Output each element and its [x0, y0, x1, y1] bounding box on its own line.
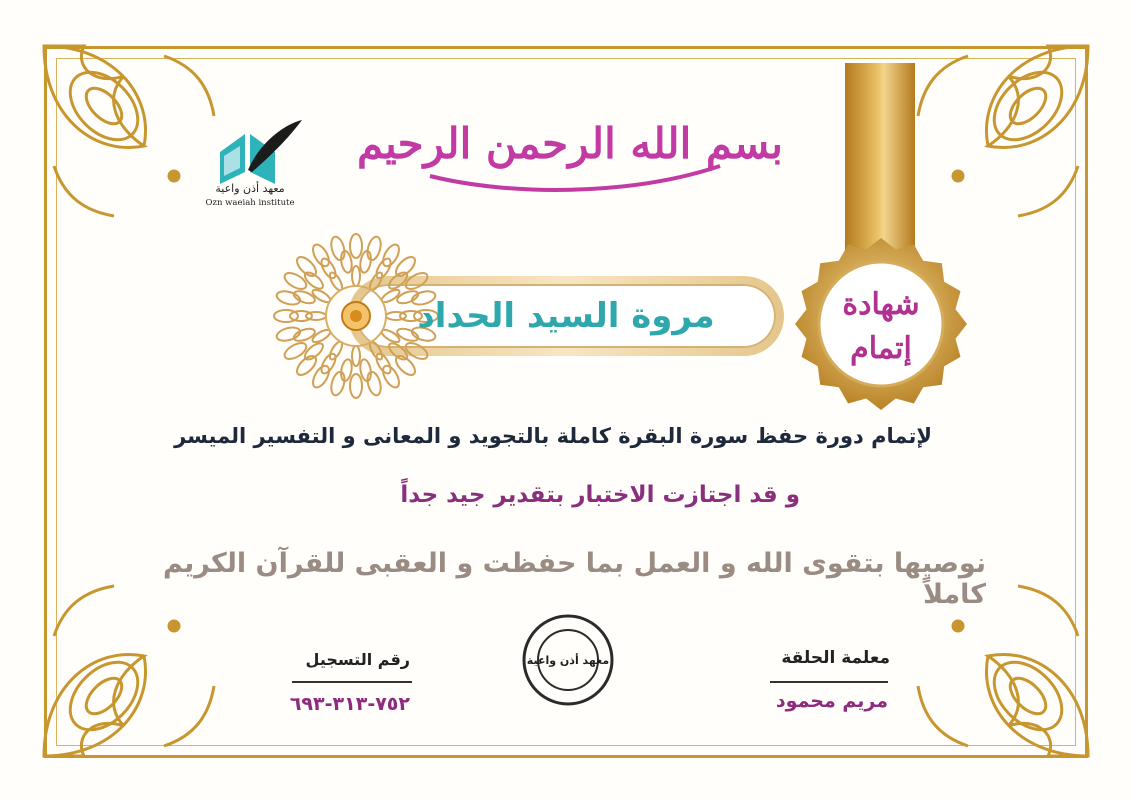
mandala-petal [350, 374, 362, 398]
completion-statement: لإتمام دورة حفظ سورة البقرة كاملة بالتجويد و المعانى و التفسير الميسر [174, 424, 932, 448]
grade-statement: و قد اجتازت الاختبار بتقدير جيد جداً [400, 482, 800, 508]
mandala-petal [350, 234, 362, 258]
stamp-text: معهد أذن واعية [526, 654, 610, 667]
teacher-name: مريم محمود [775, 690, 888, 712]
recipient-name: مروة السيد الحداد [417, 296, 715, 336]
mandala-petal [352, 266, 360, 286]
teacher-label: معلمة الحلقة [781, 648, 890, 668]
logo-english-name: Ozn waeiah institute [205, 198, 295, 208]
wish-statement: نوصيها بتقوى الله و العمل بما حفظت و العقبى للقرآن الكريم كاملاً [162, 548, 986, 610]
registration-label: رقم التسجيل [305, 650, 410, 669]
mandala-petal [365, 235, 383, 261]
seal-line-1: شهادة [842, 287, 920, 322]
stamp-icon [520, 612, 616, 708]
logo-arabic-name: معهد أذن واعية [215, 182, 285, 195]
mandala-petal [352, 346, 360, 366]
mandala-petal [329, 235, 347, 261]
registration-divider [292, 681, 412, 683]
basmala-calligraphy [357, 96, 783, 206]
book-quill-logo-icon [190, 112, 310, 212]
teacher-divider [770, 681, 888, 683]
corner-ornament-icon [908, 36, 1098, 226]
registration-number: ٧٥٢-٣١٣-٦٩٣ [289, 693, 410, 715]
seal-line-2: إتمام [850, 331, 912, 366]
mandala-petal [274, 310, 298, 322]
mandala-petal [290, 311, 312, 321]
mandala-petal [365, 370, 383, 396]
basmala-text: بسم الله الرحمن الرحيم [357, 119, 783, 168]
mandala-petal [329, 370, 347, 396]
seal-title [812, 283, 950, 371]
